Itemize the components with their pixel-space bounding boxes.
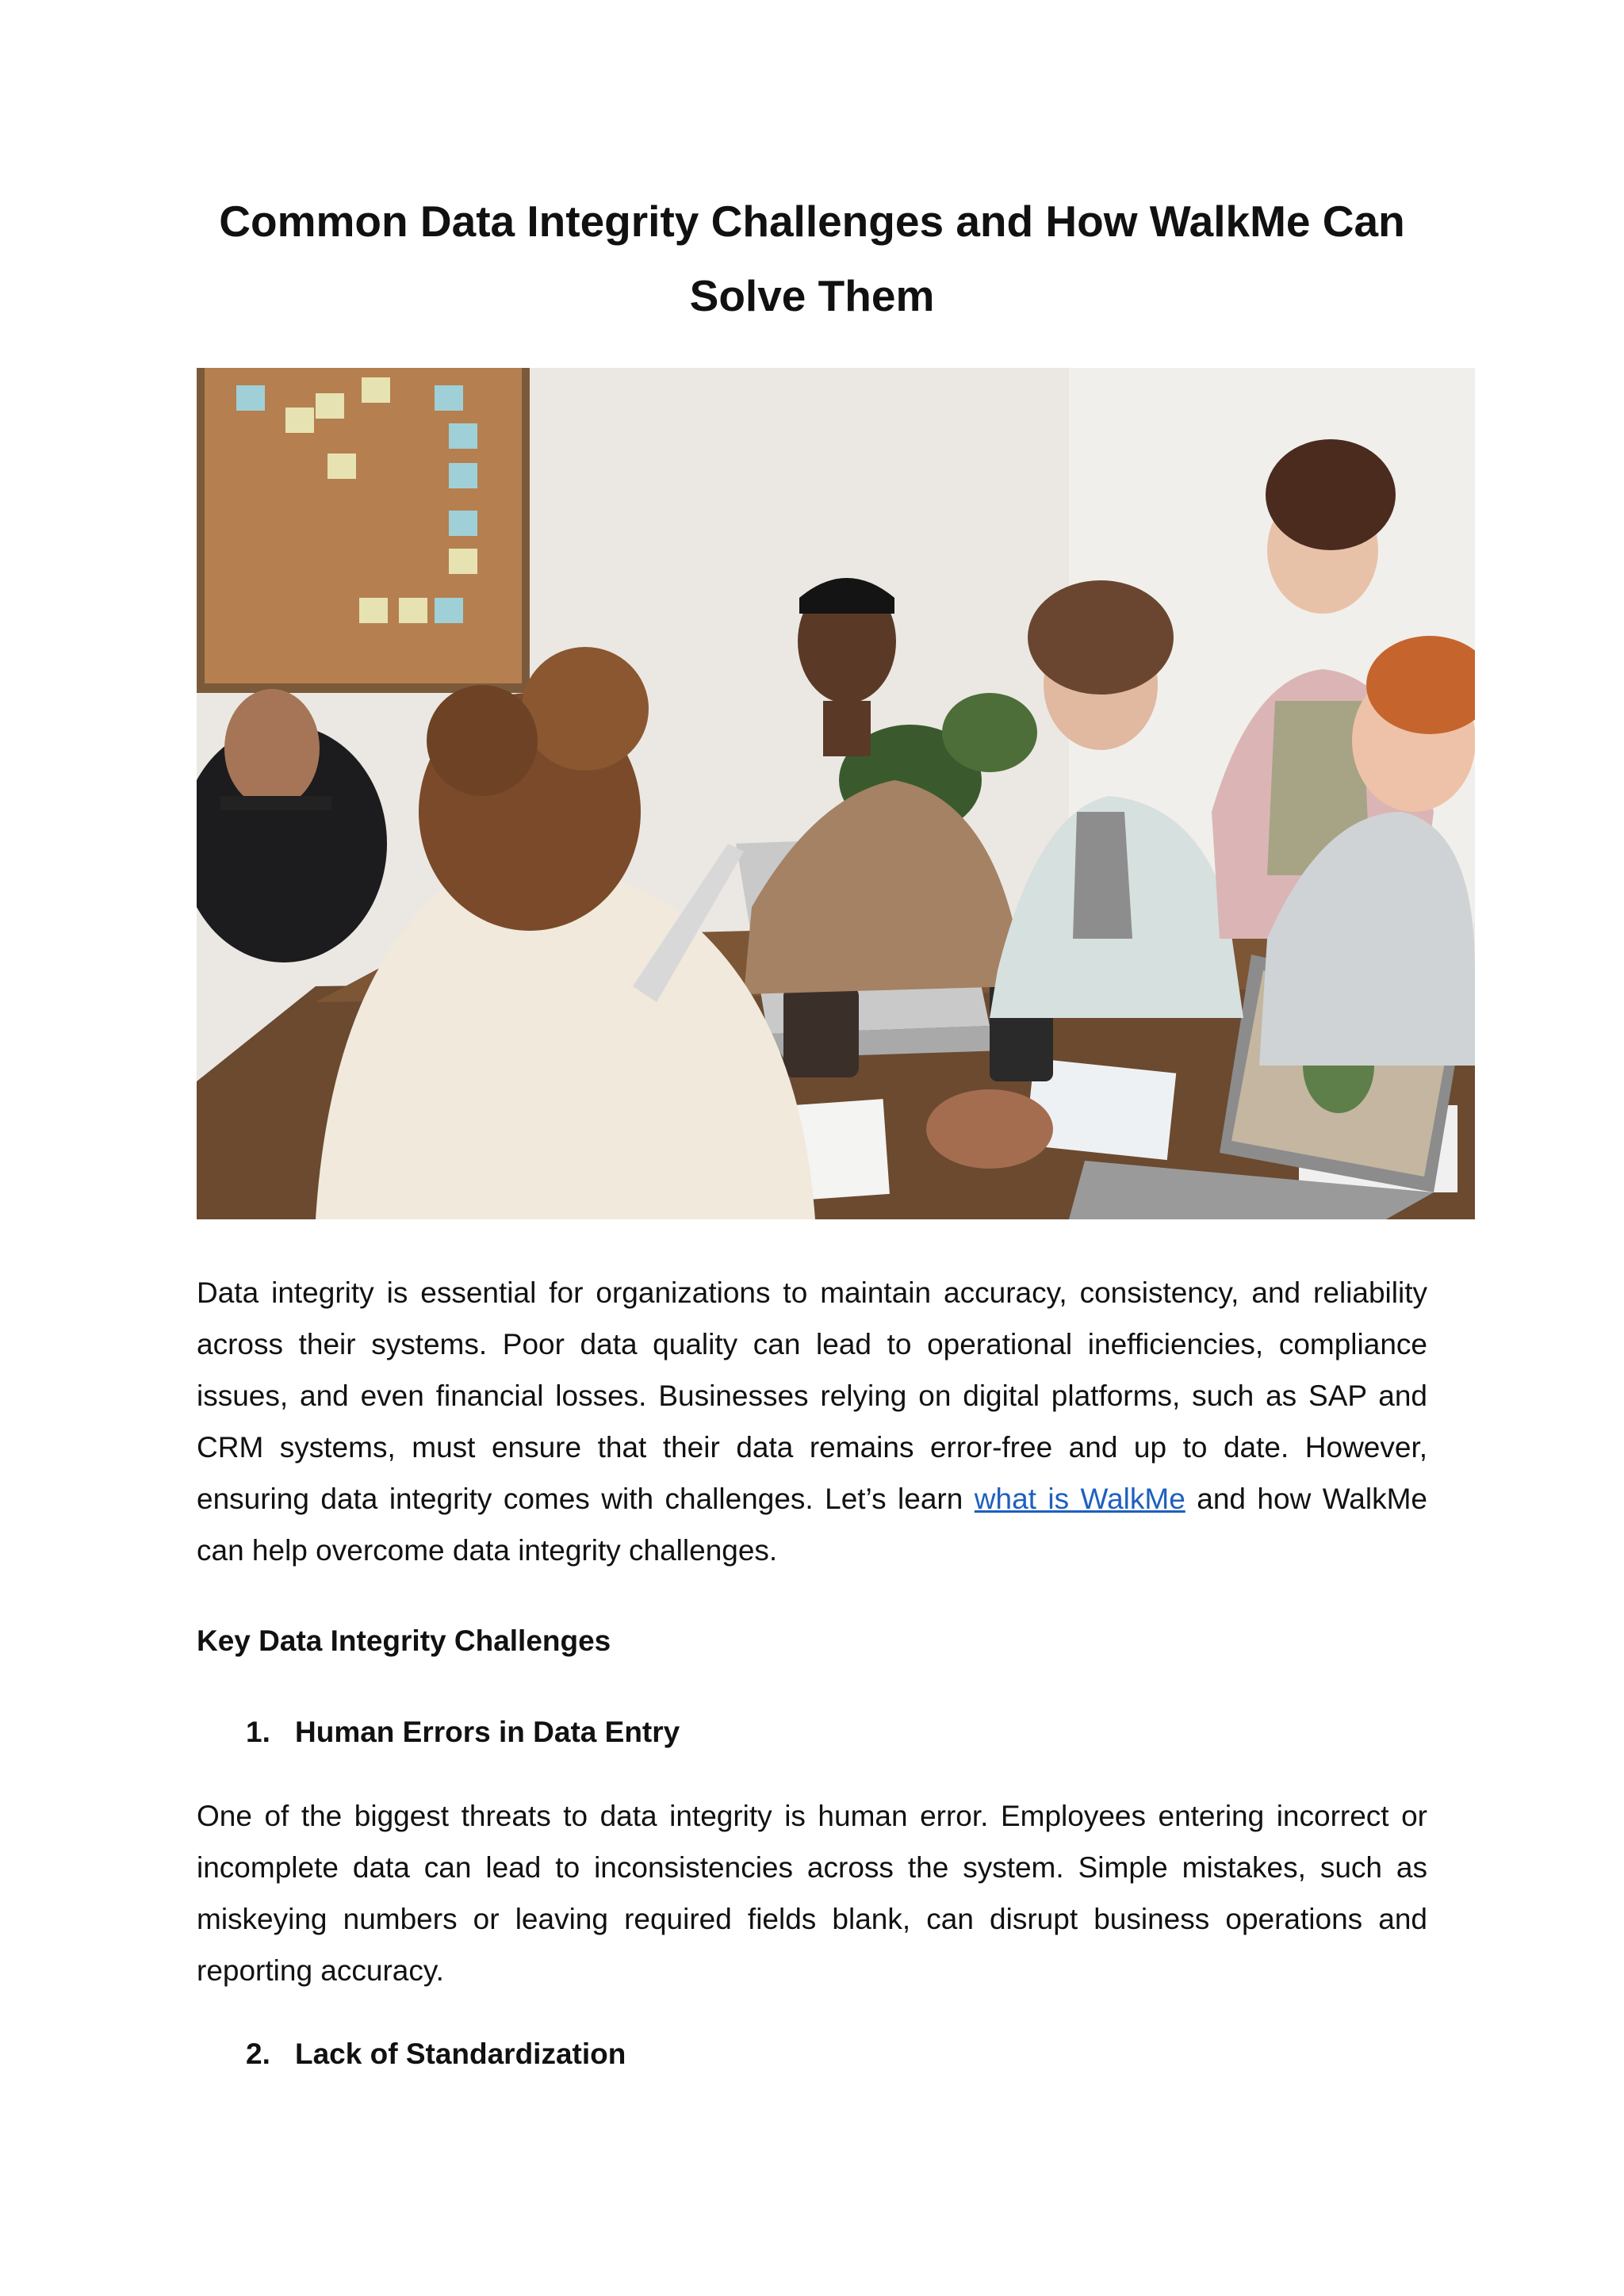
list-item-number: 2. <box>246 2038 270 2070</box>
intro-text-before-link: Data integrity is essential for organizations to maintain accuracy, consistency, and reliability across their systems. Poor data quality can lead to operational inefficiencies, compliance issues, and even financial losses. Businesses relying on digital platforms, such as SAP and CRM systems, must ensure that their data remains error-free and up to date. However, ensuring data integrity comes with challenges. Let’s learn <box>197 1276 1427 1515</box>
list-item-heading <box>246 1706 680 1758</box>
intro-paragraph <box>197 1267 1427 1576</box>
list-item-body: One of the biggest threats to data integrity is human error. Employees entering incorrect or incomplete data can lead to inconsistencies across the system. Simple mistakes, such as miskeying numbers or leaving required fields blank, can disrupt business operations and reporting accuracy. <box>197 1800 1427 1987</box>
hero-image <box>197 368 1475 1219</box>
page-title: Common Data Integrity Challenges and How WalkMe Can Solve Them <box>219 197 1405 320</box>
list-item-title: Lack of Standardization <box>295 2038 626 2070</box>
office-team-meeting-photo-icon <box>197 368 1475 1219</box>
section-heading: Key Data Integrity Challenges <box>197 1624 611 1657</box>
list-item-number: 1. <box>246 1716 270 1748</box>
intro-text-after-link: and how WalkMe can help overcome data integrity challenges. <box>197 1483 1427 1567</box>
what-is-walkme-link[interactable]: what is WalkMe <box>974 1483 1185 1515</box>
list-item-heading <box>246 2028 626 2080</box>
list-item-title: Human Errors in Data Entry <box>295 1716 680 1748</box>
